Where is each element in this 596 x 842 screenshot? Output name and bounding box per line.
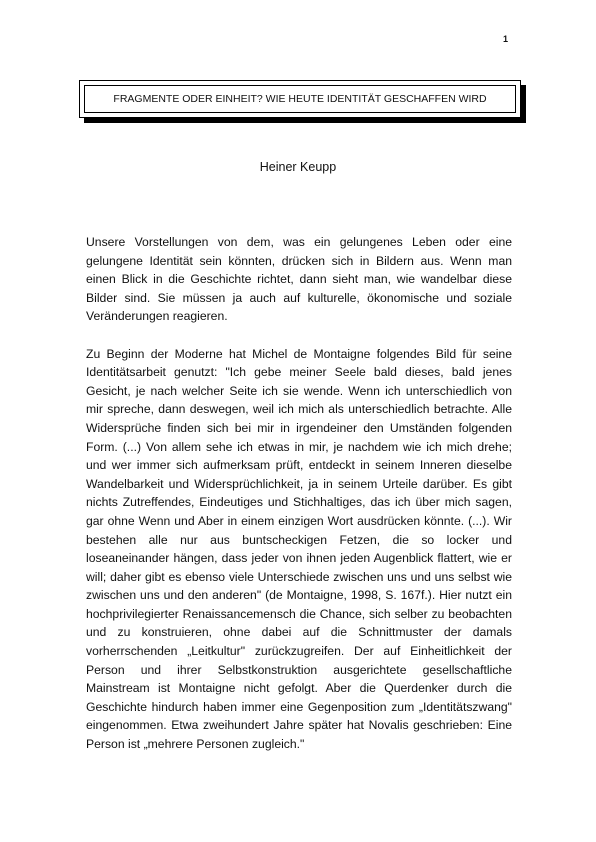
document-title: FRAGMENTE ODER EINHEIT? WIE HEUTE IDENTITÄT GESCHAFFEN WIRD	[84, 85, 516, 113]
body-text	[86, 233, 512, 754]
title-box	[79, 80, 521, 118]
paragraph-intro: Unsere Vorstellungen von dem, was ein gelungenes Leben oder eine gelungene Identität sein könnten, drücken sich in Bildern aus. Wenn man einen Blick in die Geschichte richtet, dann sieht man, wie wandelbar diese Bilder sind. Sie müssen ja auch auf kulturelle, ökonomische und soziale Veränderungen reagieren.	[86, 235, 512, 324]
page-number: 1	[503, 34, 509, 44]
author-name: Heiner Keupp	[259, 160, 337, 174]
paragraph-montaigne: Zu Beginn der Moderne hat Michel de Montaigne folgendes Bild für seine Identitätsarbeit genutzt: "Ich gebe meiner Seele bald dieses, bald jenes Gesicht, je nach welcher Seite ich sie wende. Wenn ich unterschiedlich von mir spreche, dann deswegen, weil ich mich als unterschiedlich betrachte. Alle Widersprüche finden sich bei mir in irgendeiner den Umständen folgenden Form. (...) Von allem sehe ich etwas in mir, je nachdem wie ich mich drehe; und wer immer sich aufmerksam prüft, entdeckt in seinem Inneren dieselbe Wandelbarkeit und Widersprüchlichkeit, ja in seinem Urteile darüber. Es gibt nichts Zutreffendes, Eindeutiges und Stichhaltiges, das ich über mich sagen, gar ohne Wenn und Aber in einem einzigen Wort ausdrücken könnte. (...). Wir bestehen alle nur aus buntscheckigen Fetzen, die so locker und loseaneinander hängen, dass jeder von ihnen jeden Augenblick flattert, wie er will; daher gibt es ebenso viele Unterschiede zwischen uns und uns selbst wie zwischen uns und den anderen" (de Montaigne, 1998, S. 167f.). Hier nutzt ein hochprivilegierter Renaissancemensch die Chance, sich selber zu beobachten und zu konstruieren, ohne dabei auf die Schnittmuster der damals vorherrschenden „Leitkultur" zurückzugreifen. Der auf Einheitlichkeit der Person und ihrer Selbstkonstruktion ausgerichtete gesellschaftliche Mainstream ist Montaigne nicht gefolgt. Aber die Querdenker durch die Geschichte hindurch haben immer eine Gegenposition zum „Identitätszwang" eingenommen. Etwa zweihundert Jahre später hat Novalis geschrieben: Eine Person ist „mehrere Personen zugleich."	[86, 346, 512, 752]
